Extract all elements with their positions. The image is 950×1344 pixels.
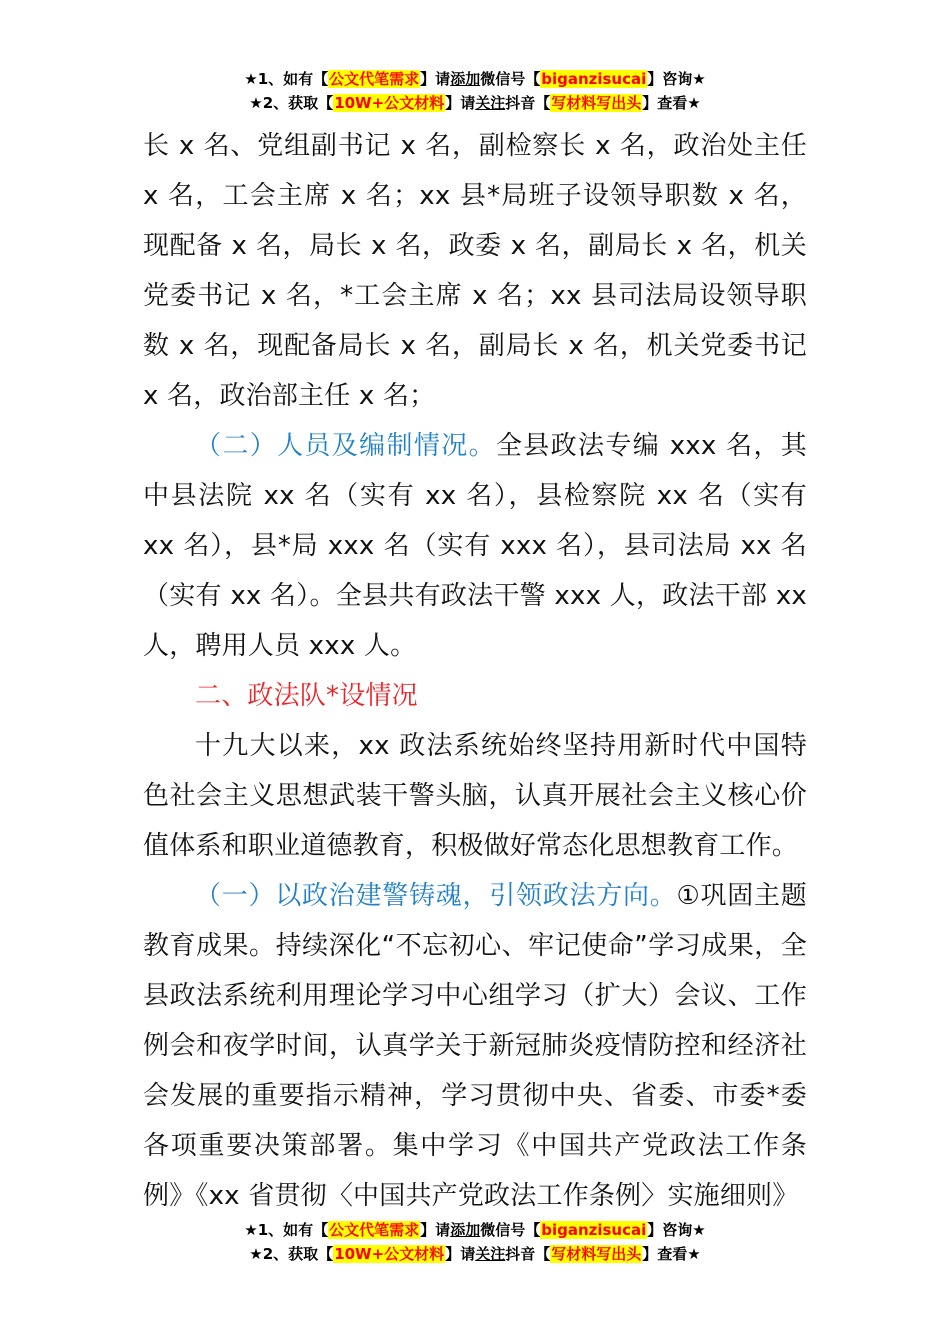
banner-underlined-text: 添加 (450, 1221, 481, 1239)
paragraph-staffing (143, 421, 807, 671)
banner-text: 微信号【 (480, 70, 541, 88)
banner-line-1 (0, 1218, 950, 1242)
banner-text: 抖音【 (505, 1245, 551, 1263)
banner-text: 抖音【 (505, 94, 551, 112)
paragraph-ideology: 十九大以来，xx 政法系统始终坚持用新时代中国特色社会主义思想武装干警头脑，认真开展社会主义核心价值体系和职业道德教育，积极做好常态化思想教育工作。 (143, 731, 807, 861)
banner-highlight: 10W+公文材料 (334, 1245, 445, 1263)
banner-text: ★2、获取【 (249, 94, 334, 112)
banner-highlight: 公文代笔需求 (329, 1221, 420, 1239)
banner-underlined-text: 关注 (475, 94, 506, 112)
paragraph-leadership-posts: 长 x 名、党组副书记 x 名，副检察长 x 名，政治处主任 x 名，工会主席 x 名；xx 县*局班子设领导职数 x 名，现配备 x 名，局长 x 名，政委 x 名，副局长 x 名，机关党委书记 x 名，*工会主席 x 名；xx 县司法局设领导职数 x 名，现配备局长 x 名，副局长 x 名，机关党委书记 x 名，政治部主任 x 名； (143, 131, 807, 411)
banner-highlight: 写材料写出头 (551, 1245, 642, 1263)
document-body (143, 121, 807, 1221)
banner-text: 】请 (420, 70, 451, 88)
banner-text: 】咨询★ (647, 1221, 706, 1239)
footer-banner (0, 1218, 950, 1266)
banner-underlined-text: 添加 (450, 70, 481, 88)
subheading-political-building: （一）以政治建警铸魂，引领政法方向。 (195, 881, 677, 911)
section-heading-team-building: 二、政法队*设情况 (195, 681, 418, 711)
banner-text: 】请 (445, 1245, 476, 1263)
banner-highlight: 10W+公文材料 (334, 94, 445, 112)
banner-text: 微信号【 (480, 1221, 541, 1239)
subheading-staffing: （二）人员及编制情况。 (195, 431, 496, 461)
banner-highlight: 写材料写出头 (551, 94, 642, 112)
banner-text: 】请 (420, 1221, 451, 1239)
banner-underlined-text: 关注 (475, 1245, 506, 1263)
banner-text: 】查看★ (642, 94, 701, 112)
banner-line-2 (0, 91, 950, 115)
banner-text: 】请 (445, 94, 476, 112)
banner-highlight: biganzisucai (541, 70, 647, 88)
banner-line-1 (0, 67, 950, 91)
paragraph-staffing-body: 全县政法专编 xxx 名，其中县法院 xx 名（实有 xx 名），县检察院 xx 名（实有 xx 名），县*局 xxx 名（实有 xxx 名），县司法局 xx 名（实有 xx 名）。全县共有政法干警 xxx 人，政法干部 xx 人，聘用人员 xxx 人。 (143, 431, 807, 661)
header-banner (0, 67, 950, 115)
banner-highlight: 公文代笔需求 (329, 70, 420, 88)
banner-text: 】咨询★ (647, 70, 706, 88)
banner-text: ★1、如有【 (244, 70, 329, 88)
paragraph-political-building-body: ①巩固主题教育成果。持续深化“不忘初心、牢记使命”学习成果，全县政法系统利用理论学习中心组学习（扩大）会议、工作例会和夜学时间，认真学关于新冠肺炎疫情防控和经济社会发展的重要指示精神，学习贯彻中央、省委、市委*委各项重要决策部署。集中学习《中国共产党政法工作条例》《xx 省贯彻〈中国共产党政法工作条例〉实施细则》 (143, 881, 807, 1211)
banner-line-2 (0, 1242, 950, 1266)
banner-text: 】查看★ (642, 1245, 701, 1263)
banner-text: ★2、获取【 (249, 1245, 334, 1263)
paragraph-political-building (143, 871, 807, 1221)
banner-highlight: biganzisucai (541, 1221, 647, 1239)
banner-text: ★1、如有【 (244, 1221, 329, 1239)
